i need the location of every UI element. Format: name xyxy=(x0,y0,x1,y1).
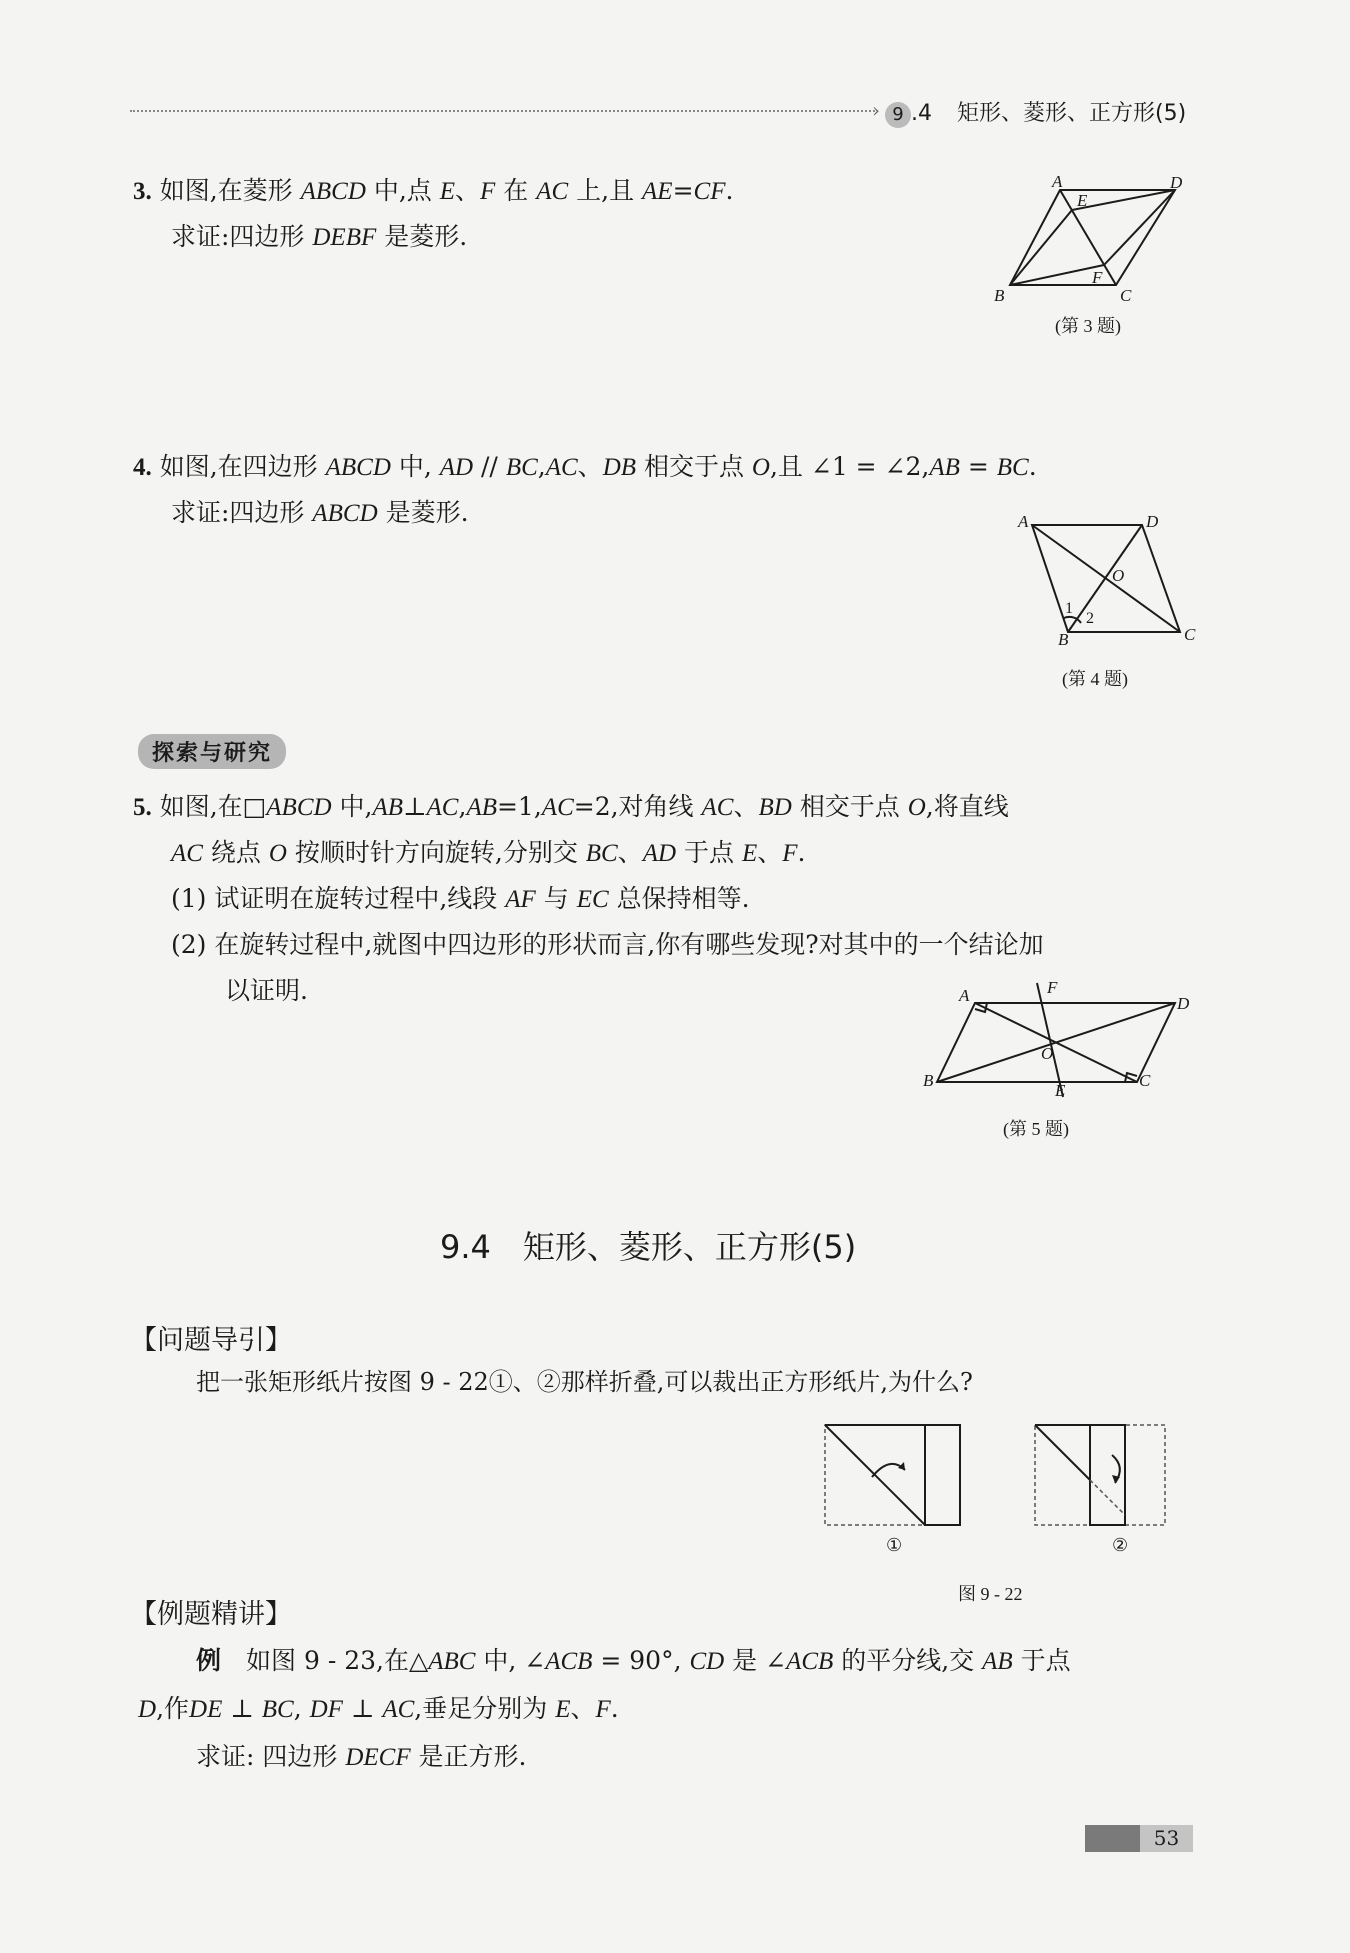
q3-text: 是菱形. xyxy=(376,222,468,251)
fold1-strip xyxy=(925,1425,960,1525)
q5-label-a: A xyxy=(959,986,970,1005)
example-var: ACB xyxy=(786,1648,834,1675)
example-var: E xyxy=(555,1696,571,1723)
guide-caption: 图 9 - 22 xyxy=(958,1584,1023,1604)
example-text: 如图 9 - 23,在△ xyxy=(221,1646,429,1675)
q3-text: 求证:四边形 xyxy=(171,222,313,251)
q4-text: , xyxy=(537,452,546,481)
example-var: BC xyxy=(261,1696,294,1723)
page-number: 53 xyxy=(1153,1826,1180,1850)
example-text: , xyxy=(293,1694,310,1723)
example-var: DF xyxy=(309,1696,343,1723)
q4-var: DB xyxy=(602,454,637,481)
example-line1 xyxy=(196,1644,1071,1679)
example-var: F xyxy=(595,1696,611,1723)
q3-label-c: C xyxy=(1120,286,1132,305)
q5-var: BC xyxy=(585,840,618,867)
example-text: 中, ∠ xyxy=(475,1646,546,1675)
example-line3 xyxy=(196,1740,527,1775)
header-section xyxy=(885,96,1186,128)
q5-caption: (第 5 题) xyxy=(1003,1119,1069,1139)
guide-figures xyxy=(820,1415,1170,1610)
q5-text: 、 xyxy=(733,792,759,821)
example-text: 是正方形. xyxy=(410,1742,527,1771)
example-text: 是 ∠ xyxy=(724,1646,787,1675)
section-title: 9.4 矩形、菱形、正方形(5) xyxy=(440,1228,857,1266)
q4-line1 xyxy=(133,450,1037,485)
q4-var: AD xyxy=(439,454,474,481)
fold2-label: ② xyxy=(1112,1535,1129,1555)
fold1-label: ① xyxy=(886,1535,903,1555)
q4-label-b: B xyxy=(1058,630,1069,649)
example-text: ,垂足分别为 xyxy=(414,1694,556,1723)
q3-var: DEBF xyxy=(312,224,377,251)
q3-text: 如图,在菱形 xyxy=(159,176,301,205)
q4-label-angle1: 1 xyxy=(1065,600,1073,617)
fold2-fold-line xyxy=(1035,1425,1090,1480)
q5-text: 与 xyxy=(535,884,577,913)
fold1-arrow-icon xyxy=(872,1464,905,1477)
q3-var: ABCD xyxy=(300,178,366,205)
q5-text: 中, xyxy=(331,792,373,821)
q5-sub2-cont xyxy=(225,974,308,1008)
q4-var: AB xyxy=(929,454,960,481)
example-var: DECF xyxy=(345,1744,411,1771)
q5-text: ,将直线 xyxy=(925,792,1009,821)
example-label: 例 xyxy=(196,1646,222,1675)
q5-var: BD xyxy=(758,794,792,821)
q3-var: F xyxy=(480,178,496,205)
fold-figure-1 xyxy=(825,1425,960,1555)
example-text: ⊥ xyxy=(342,1694,383,1723)
q4-number: 4. xyxy=(133,454,152,481)
q5-text: , xyxy=(458,792,467,821)
example-text: 、 xyxy=(570,1694,596,1723)
q5-var: AB xyxy=(372,794,404,821)
fold-figure-2 xyxy=(1035,1425,1165,1555)
q4-text: = xyxy=(959,452,997,481)
q4-label-c: C xyxy=(1184,625,1196,644)
q4-var: BC xyxy=(505,454,538,481)
header-dotted-rule xyxy=(130,110,875,112)
q3-text: 、 xyxy=(455,176,481,205)
example-var: ACB xyxy=(545,1648,593,1675)
q3-text: 在 xyxy=(495,176,537,205)
q3-label-a: A xyxy=(1052,172,1063,191)
q3-text: 上,且 xyxy=(568,176,643,205)
q5-text: =2,对角线 xyxy=(573,792,702,821)
example-var: AB xyxy=(982,1648,1013,1675)
q5-label-c: C xyxy=(1139,1071,1151,1090)
q5-line2 xyxy=(171,836,806,871)
q5-text: . xyxy=(797,838,806,867)
q5-var: F xyxy=(782,840,798,867)
q4-text: // xyxy=(473,452,506,481)
q3-text: . xyxy=(725,176,734,205)
q4-var: ABCD xyxy=(325,454,391,481)
q4-var: BC xyxy=(996,454,1029,481)
q5-var: AC xyxy=(426,794,459,821)
q5-var: AF xyxy=(505,886,536,913)
q5-var: O xyxy=(268,840,287,867)
example-text: 的平分线,交 xyxy=(833,1646,983,1675)
page-number-box xyxy=(1140,1825,1193,1852)
q5-text: 、 xyxy=(757,838,783,867)
example-text: ⊥ xyxy=(222,1694,262,1723)
header-arrow-icon: › xyxy=(872,98,880,122)
q5-var: E xyxy=(741,840,758,867)
q3-figure xyxy=(980,170,1200,345)
q5-text: 按顺时针方向旋转,分别交 xyxy=(286,838,586,867)
q5-number: 5. xyxy=(133,794,152,821)
q4-diagonal-bd xyxy=(1068,525,1142,632)
q5-text: (2) 在旋转过程中,就图中四边形的形状而言,你有哪些发现?对其中的一个结论加 xyxy=(171,930,1044,959)
q5-text: 绕点 xyxy=(202,838,269,867)
header-title: 矩形、菱形、正方形(5) xyxy=(957,101,1187,126)
q5-var: AB xyxy=(466,794,497,821)
example-var: AC xyxy=(382,1696,415,1723)
q5-var: ABCD xyxy=(266,794,332,821)
example-var: D xyxy=(138,1696,157,1723)
q4-text: 如图,在四边形 xyxy=(159,452,326,481)
q4-label-o: O xyxy=(1112,566,1125,585)
q4-text: ,且 ∠1 = ∠2, xyxy=(769,452,930,481)
example-heading: 【例题精讲】 xyxy=(130,1599,292,1630)
q3-label-d: D xyxy=(1170,173,1183,192)
q5-var: AC xyxy=(171,840,203,867)
q5-rotated-line-ef xyxy=(1037,983,1063,1097)
q5-var: AC xyxy=(701,794,734,821)
q4-line2 xyxy=(171,496,469,531)
fold1-outline-dashed xyxy=(825,1425,960,1525)
q3-var: CF xyxy=(693,178,726,205)
q3-text: 中,点 xyxy=(365,176,440,205)
fold2-dashed-diagonal xyxy=(1090,1480,1125,1515)
q5-text: 总保持相等. xyxy=(608,884,750,913)
q5-text: 于点 xyxy=(676,838,742,867)
example-var: CD xyxy=(689,1648,725,1675)
q3-line2 xyxy=(171,220,467,255)
example-text: 求证: 四边形 xyxy=(196,1742,346,1771)
q5-label-e: E xyxy=(1055,1081,1066,1100)
q5-sub1 xyxy=(171,882,750,917)
q5-text: 、 xyxy=(617,838,643,867)
example-var: DE xyxy=(189,1696,223,1723)
q3-label-f: F xyxy=(1092,268,1103,287)
q3-var: E xyxy=(439,178,456,205)
guide-text: 把一张矩形纸片按图 9 - 22①、②那样折叠,可以裁出正方形纸片,为什么? xyxy=(196,1368,973,1396)
q3-text: = xyxy=(672,176,694,205)
q5-var: AD xyxy=(642,840,677,867)
q5-figure xyxy=(915,975,1205,1145)
page-header xyxy=(130,96,1190,130)
guide-heading: 【问题导引】 xyxy=(130,1325,292,1356)
q4-caption: (第 4 题) xyxy=(1062,669,1128,689)
q3-diagonal-ac xyxy=(1060,190,1116,285)
q5-text: (1) 试证明在旋转过程中,线段 xyxy=(171,884,506,913)
q5-text: 相交于点 xyxy=(791,792,908,821)
fold2-outline-dashed xyxy=(1035,1425,1165,1525)
example-text: ,作 xyxy=(156,1694,190,1723)
q5-var: AC xyxy=(541,794,574,821)
q4-text: 中, xyxy=(390,452,440,481)
q5-label-b: B xyxy=(923,1071,934,1090)
header-section-rest: .4 xyxy=(911,101,932,126)
q5-text: 如图,在□ xyxy=(159,792,267,821)
q4-label-d: D xyxy=(1146,512,1159,531)
q3-label-e: E xyxy=(1077,191,1088,210)
q5-text: ⊥ xyxy=(403,792,427,821)
q4-text: 相交于点 xyxy=(636,452,752,481)
q3-var: AC xyxy=(536,178,569,205)
q5-label-o: O xyxy=(1041,1044,1054,1063)
example-line2 xyxy=(138,1692,619,1727)
q4-text: 求证:四边形 xyxy=(171,498,313,527)
example-text: 于点 xyxy=(1012,1646,1071,1675)
q5-label-d: D xyxy=(1177,994,1190,1013)
q4-var: O xyxy=(751,454,770,481)
q5-text: 以证明. xyxy=(225,976,308,1005)
q4-label-a: A xyxy=(1018,512,1029,531)
q5-var: O xyxy=(907,794,926,821)
q3-var: AE xyxy=(642,178,673,205)
q5-line1 xyxy=(133,790,1009,825)
q3-caption: (第 3 题) xyxy=(1055,316,1121,336)
q4-var: AC xyxy=(545,454,578,481)
header-section-circle: 9 xyxy=(885,102,911,128)
example-text: . xyxy=(610,1694,619,1723)
q4-var: ABCD xyxy=(312,500,378,527)
q4-text: 、 xyxy=(577,452,603,481)
q3-number: 3. xyxy=(133,178,152,205)
q3-line1 xyxy=(133,174,733,209)
q5-sub2 xyxy=(171,928,1044,962)
q3-label-b: B xyxy=(994,286,1005,305)
explore-badge: 探索与研究 xyxy=(138,734,286,769)
q4-label-angle2: 2 xyxy=(1086,610,1094,627)
q4-text: 是菱形. xyxy=(377,498,469,527)
q5-var: EC xyxy=(576,886,609,913)
q4-figure xyxy=(1010,505,1210,695)
q5-text: =1, xyxy=(496,792,542,821)
example-var: ABC xyxy=(428,1648,476,1675)
q4-text: . xyxy=(1028,452,1037,481)
example-text: = 90°, xyxy=(592,1646,690,1675)
q5-label-f: F xyxy=(1047,978,1058,997)
